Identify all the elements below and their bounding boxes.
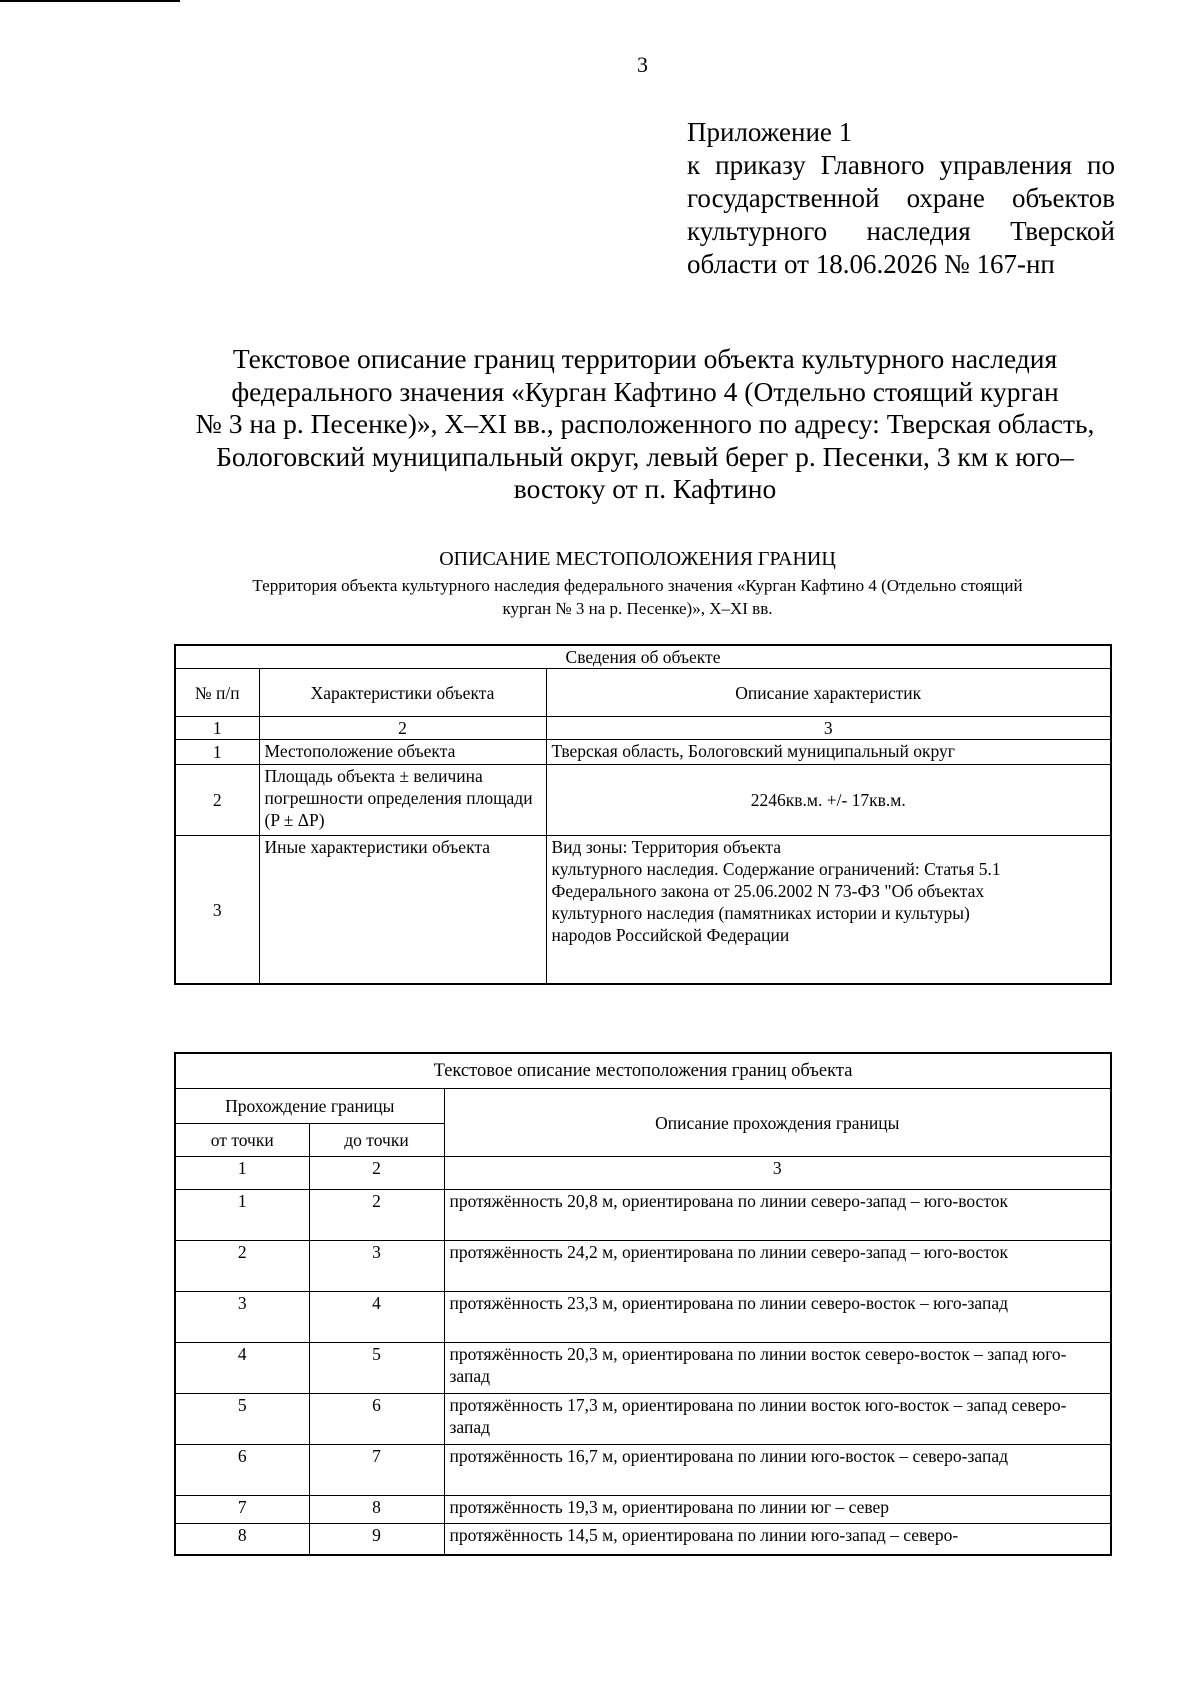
table-row <box>175 740 1111 765</box>
header-cell-passage-description: Описание прохождения границы <box>444 1089 1111 1157</box>
from-point: 4 <box>175 1343 309 1394</box>
row-description <box>546 836 1111 985</box>
table-row <box>175 1524 1111 1556</box>
table-row <box>175 836 1111 985</box>
to-point: 9 <box>309 1524 444 1556</box>
from-point: 7 <box>175 1496 309 1524</box>
passage-description: протяжённость 16,7 м, ориентирована по линии юго-восток – северо-запад <box>444 1445 1111 1496</box>
from-point: 2 <box>175 1241 309 1292</box>
table-row <box>175 1445 1111 1496</box>
table-row <box>175 765 1111 836</box>
object-info-table <box>174 644 1112 985</box>
row-description: Тверская область, Бологовский муниципальный округ <box>546 740 1111 765</box>
passage-description: протяжённость 19,3 м, ориентирована по линии юг – север <box>444 1496 1111 1524</box>
column-number: 2 <box>309 1157 444 1190</box>
passage-description: протяжённость 20,3 м, ориентирована по линии восток северо-восток – запад юго-запад <box>444 1343 1111 1394</box>
table-row <box>175 1496 1111 1524</box>
column-number: 2 <box>259 717 546 740</box>
to-point: 2 <box>309 1190 444 1241</box>
description-line: культурного наследия. Содержание ограничений: Статья 5.1 <box>551 859 1001 879</box>
row-characteristic: Местоположение объекта <box>259 740 546 765</box>
header-cell-to-point: до точки <box>309 1124 444 1157</box>
header-cell-description: Описание характеристик <box>546 669 1111 717</box>
row-characteristic: Иные характеристики объекта <box>259 836 546 985</box>
section-subtitle <box>175 574 1100 620</box>
table-caption: Сведения об объекте <box>175 645 1111 669</box>
to-point: 7 <box>309 1445 444 1496</box>
page-top-rule <box>0 0 180 2</box>
passage-description: протяжённость 17,3 м, ориентирована по линии восток юго-восток – запад северо-запад <box>444 1394 1111 1445</box>
to-point: 6 <box>309 1394 444 1445</box>
passage-description: протяжённость 24,2 м, ориентирована по линии северо-запад – юго-восток <box>444 1241 1111 1292</box>
column-number: 1 <box>175 1157 309 1190</box>
header-cell-number: № п/п <box>175 669 259 717</box>
description-line: культурного наследия (памятниках истории и культуры) <box>551 903 970 923</box>
table-caption-row <box>175 645 1111 669</box>
from-point: 3 <box>175 1292 309 1343</box>
to-point: 8 <box>309 1496 444 1524</box>
column-number: 1 <box>175 717 259 740</box>
boundary-description-table <box>174 1052 1112 1556</box>
page-number: 3 <box>637 52 648 77</box>
table-row <box>175 1190 1111 1241</box>
description-line: народов Российской Федерации <box>551 925 790 945</box>
appendix-line: к приказу Главного управления по <box>687 150 1115 180</box>
row-number: 1 <box>175 740 259 765</box>
appendix-line: Приложение 1 <box>687 117 853 147</box>
title-line: Текстовое описание границ территории объекта культурного наследия <box>232 343 1058 374</box>
from-point: 6 <box>175 1445 309 1496</box>
to-point: 5 <box>309 1343 444 1394</box>
description-line: Федерального закона от 25.06.2002 N 73-ФЗ "Об объектах <box>551 881 985 901</box>
from-point: 8 <box>175 1524 309 1556</box>
title-line: федерального значения «Курган Кафтино 4 (Отдельно стоящий курган <box>231 375 1059 407</box>
column-number: 3 <box>444 1157 1111 1190</box>
appendix-line: государственной охране объектов <box>687 183 1115 213</box>
table-row <box>175 1343 1111 1394</box>
row-number: 2 <box>175 765 259 836</box>
column-number-row <box>175 717 1111 740</box>
passage-description: протяжённость 23,3 м, ориентирована по линии северо-восток – юго-запад <box>444 1292 1111 1343</box>
appendix-line: культурного наследия Тверской <box>687 216 1115 246</box>
table-row <box>175 1241 1111 1292</box>
title-line: № 3 на р. Песенке)», X–XI вв., расположенного по адресу: Тверская область, <box>195 408 1095 439</box>
table-row <box>175 1394 1111 1445</box>
column-number-row <box>175 1157 1111 1190</box>
from-point: 5 <box>175 1394 309 1445</box>
table-caption-row <box>175 1053 1111 1089</box>
table-header-row <box>175 1089 1111 1124</box>
from-point: 1 <box>175 1190 309 1241</box>
to-point: 3 <box>309 1241 444 1292</box>
appendix-header <box>687 116 1115 281</box>
to-point: 4 <box>309 1292 444 1343</box>
title-line: востоку от п. Кафтино <box>513 473 777 504</box>
appendix-line: области от 18.06.2026 № 167-нп <box>687 249 1055 279</box>
header-cell-boundary-passage: Прохождение границы <box>175 1089 444 1124</box>
column-number: 3 <box>546 717 1111 740</box>
description-line: Вид зоны: Территория объекта <box>551 837 782 857</box>
document-title <box>170 343 1120 506</box>
section-heading: ОПИСАНИЕ МЕСТОПОЛОЖЕНИЯ ГРАНИЦ <box>439 548 836 570</box>
row-characteristic: Площадь объекта ± величина погрешности определения площади (P ± ΔP) <box>259 765 546 836</box>
header-cell-characteristic: Характеристики объекта <box>259 669 546 717</box>
header-cell-from-point: от точки <box>175 1124 309 1157</box>
table-header-row <box>175 669 1111 717</box>
title-line: Бологовский муниципальный округ, левый берег р. Песенки, 3 км к юго– <box>216 440 1074 472</box>
row-description: 2246кв.м. +/- 17кв.м. <box>546 765 1111 836</box>
section-subtitle-line: Территория объекта культурного наследия федерального значения «Курган Кафтино 4 (Отдельно стоящий <box>252 576 1023 595</box>
row-number: 3 <box>175 836 259 985</box>
passage-description: протяжённость 14,5 м, ориентирована по линии юго-запад – северо- <box>444 1524 1111 1556</box>
section-subtitle-line: курган № 3 на р. Песенке)», X–XI вв. <box>502 599 773 618</box>
table-caption: Текстовое описание местоположения границ объекта <box>175 1053 1111 1089</box>
table-row <box>175 1292 1111 1343</box>
passage-description: протяжённость 20,8 м, ориентирована по линии северо-запад – юго-восток <box>444 1190 1111 1241</box>
